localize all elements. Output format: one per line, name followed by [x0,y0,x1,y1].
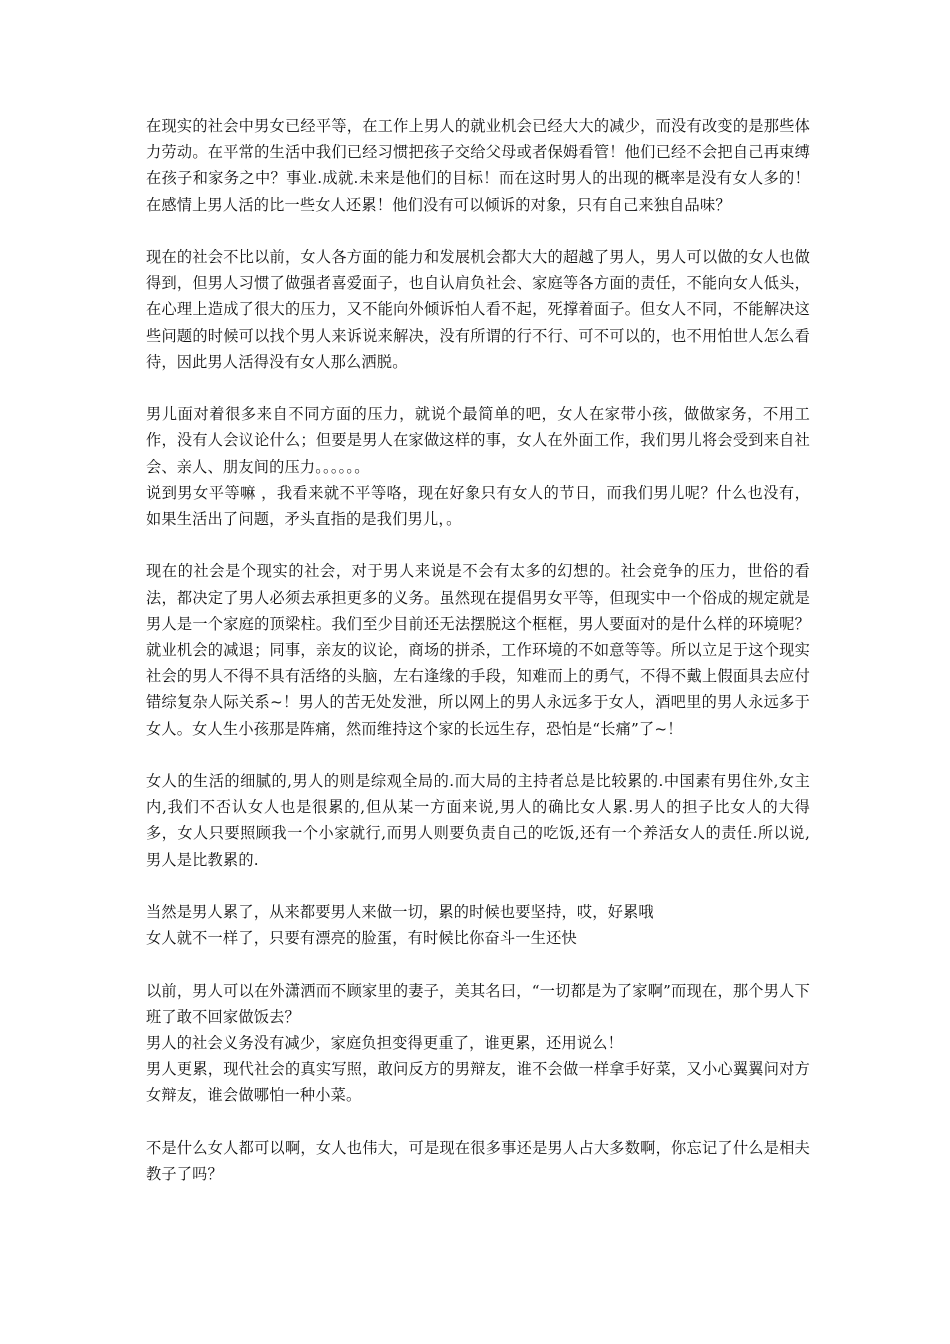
paragraph-7 [146,978,810,1109]
paragraph-text: 现在的社会是个现实的社会，对于男人来说是不会有太多的幻想的。社会竞争的压力，世俗的看法，都决定了男人必须去承担更多的义务。虽然现在提倡男女平等，但现实中一个俗成的规定就是男人是一个家庭的顶梁柱。我们至少目前还无法摆脱这个框框，男人要面对的是什么样的环境呢？就业机会的减退；同事，亲友的议论，商场的拼杀，工作环境的不如意等等。所以立足于这个现实社会的男人不得不具有活络的头脑，左右逢缘的手段，知难而上的勇气，不得不戴上假面具去应付错综复杂人际关系~！男人的苦无处发泄，所以网上的男人永远多于女人，酒吧里的男人永远多于女人。女人生小孩那是阵痛，然而维持这个家的长远生存，恐怕是“长痛”了~！ [146,562,810,738]
paragraph-3 [146,401,810,532]
document-body [146,113,810,1213]
paragraph-text: 女人的生活的细腻的,男人的则是综观全局的.而大局的主持者总是比较累的.中国素有男住外,女主内,我们不否认女人也是很累的,但从某一方面来说,男人的确比女人累.男人的担子比女人的大得多，女人只要照顾我一个小家就行,而男人则要负责自己的吃饭,还有一个养活女人的责任.所以说,男人是比教累的. [146,772,810,869]
paragraph-text: 女人就不一样了，只要有漂亮的脸蛋，有时候比你奋斗一生还快 [146,929,577,948]
paragraph-text: 男人更累，现代社会的真实写照，敢问反方的男辩友，谁不会做一样拿手好菜，又小心翼翼问对方女辩友，谁会做哪怕一种小菜。 [146,1060,810,1105]
paragraph-text: 以前，男人可以在外潇洒而不顾家里的妻子，美其名曰，“一切都是为了家啊”而现在，那个男人下班了敢不回家做饭去？ [146,981,810,1026]
paragraph-text: 说到男女平等嘛 ，我看来就不平等咯，现在好象只有女人的节日，而我们男儿呢？什么也没有，如果生活出了问题，矛头直指的是我们男儿，。 [146,483,810,529]
paragraph-1 [146,113,810,218]
paragraph-5 [146,768,810,873]
paragraph-text: 现在的社会不比以前，女人各方面的能力和发展机会都大大的超越了男人，男人可以做的女人也做得到，但男人习惯了做强者喜爱面子，也自认肩负社会、家庭等各方面的责任，不能向女人低头，在心理上造成了很大的压力，又不能向外倾诉怕人看不起，死撑着面子。但女人不同，不能解决这些问题的时候可以找个男人来诉说来解决，没有所谓的行不行、可不可以的，也不用怕世人怎么看待，因此男人活得没有女人那么洒脱。 [146,248,810,371]
paragraph-text: 男人的社会义务没有减少，家庭负担变得更重了，谁更累，还用说么！ [146,1034,624,1053]
paragraph-text: 当然是男人累了，从来都要男人来做一切，累的时候也要坚持，哎，好累哦 [146,903,654,922]
paragraph-8 [146,1135,810,1187]
paragraph-6 [146,899,810,951]
paragraph-text: 男儿面对着很多来自不同方面的压力，就说个最简单的吧，女人在家带小孩，做做家务，不用工作，没有人会议论什么；但要是男人在家做这样的事，女人在外面工作，我们男儿将会受到来自社会、亲人、朋友间的压力。。。。。。 [146,405,810,476]
paragraph-text: 不是什么女人都可以啊，女人也伟大，可是现在很多事还是男人占大多数啊，你忘记了什么是相夫教子了吗？ [146,1138,810,1184]
paragraph-2 [146,244,810,375]
paragraph-text: 在现实的社会中男女已经平等，在工作上男人的就业机会已经大大的减少，而没有改变的是那些体力劳动。在平常的生活中我们已经习惯把孩子交给父母或者保姆看管！他们已经不会把自己再束缚在孩子和家务之中？事业.成就.未来是他们的目标！而在这时男人的出现的概率是没有女人多的！在感情上男人活的比一些女人还累！他们没有可以倾诉的对象，只有自己来独自品味？ [146,117,810,214]
paragraph-4 [146,558,810,741]
